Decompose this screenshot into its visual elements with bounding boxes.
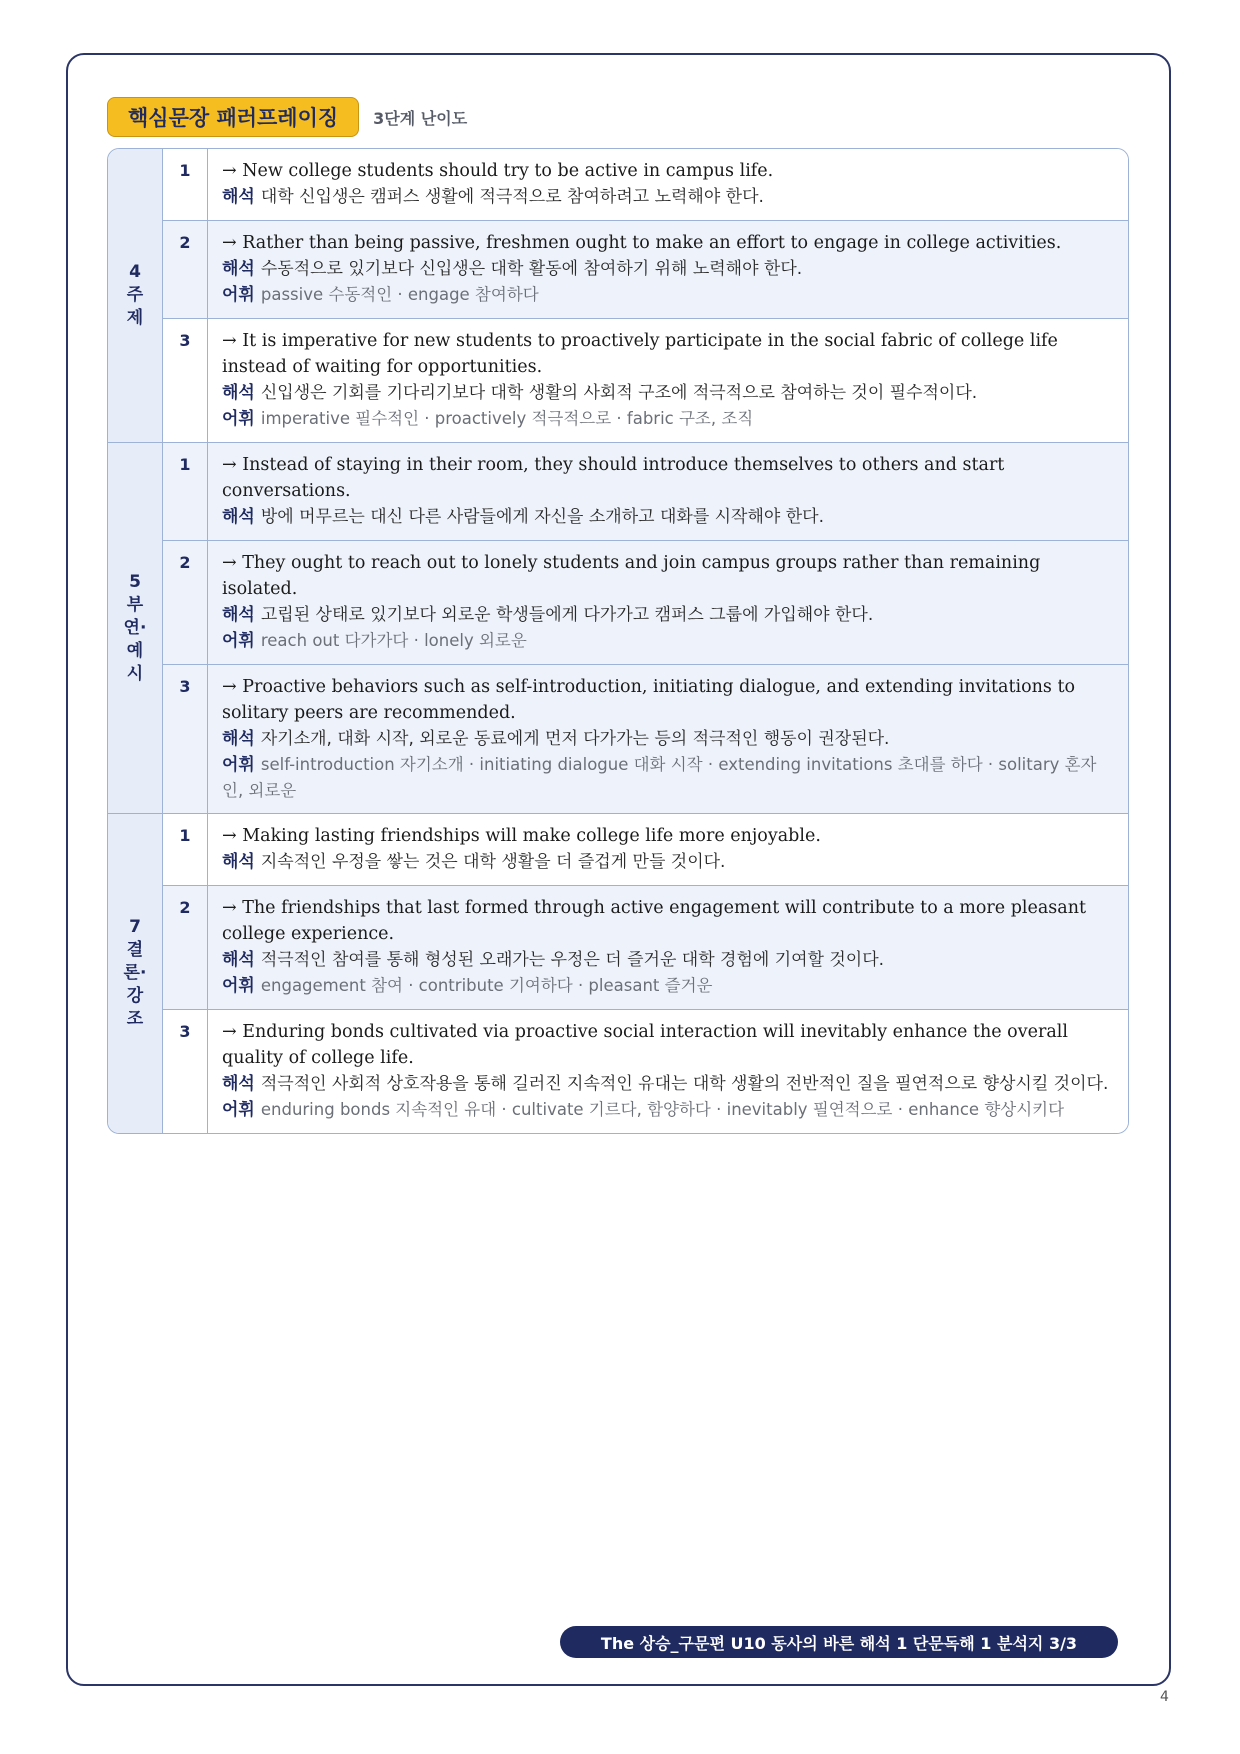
group-label-char: 시 — [126, 663, 144, 684]
vocabulary-line — [222, 1097, 1114, 1123]
group-label-char: 7 — [129, 917, 141, 937]
vocab-label: 어휘 — [222, 631, 255, 651]
group-label-char: 5 — [129, 571, 141, 592]
english-sentence: → Instead of staying in their room, they should introduce themselves to others and start conversations. — [222, 455, 1005, 501]
row-content — [208, 443, 1128, 540]
group-label-char: 주 — [126, 285, 144, 305]
vocab-label: 어휘 — [222, 976, 255, 996]
korean-translation — [222, 184, 1114, 210]
vocab-text: engagement 참여 · contribute 기여하다 · pleasant 즐거운 — [260, 976, 713, 995]
group-label-char: 결 — [126, 940, 144, 960]
translation-text: 방에 머무르는 대신 다른 사람들에게 자신을 소개하고 대화를 시작해야 한다. — [260, 507, 824, 527]
translation-text: 적극적인 사회적 상호작용을 통해 길러진 지속적인 유대는 대학 생활의 전반적인 질을 필연적으로 향상시킬 것이다. — [260, 1074, 1109, 1094]
english-sentence: → New college students should try to be active in campus life. — [222, 161, 774, 181]
difficulty-level: 3단계 난이도 — [373, 108, 468, 128]
table-row — [163, 665, 1128, 813]
row-content — [208, 319, 1128, 442]
translation-label: 해석 — [222, 729, 255, 749]
english-sentence: → The friendships that last formed through active engagement will contribute to a more pleasant college experience. — [222, 898, 1087, 944]
group-section — [108, 814, 1128, 1133]
translation-label: 해석 — [222, 852, 255, 872]
translation-text: 대학 신입생은 캠퍼스 생활에 적극적으로 참여하려고 노력해야 한다. — [260, 187, 764, 207]
translation-text: 적극적인 참여를 통해 형성된 오래가는 우정은 더 즐거운 대학 경험에 기여할 것이다. — [260, 950, 885, 970]
vocab-label: 어휘 — [222, 755, 255, 775]
table-row — [163, 149, 1128, 221]
group-label-char: 강 — [126, 986, 144, 1006]
vocab-text: reach out 다가가다 · lonely 외로운 — [260, 631, 527, 650]
table-row — [163, 443, 1128, 541]
vocab-text: imperative 필수적인 · proactively 적극적으로 · fabric 구조, 조직 — [260, 409, 754, 428]
row-number: 2 — [163, 541, 208, 664]
translation-label: 해석 — [222, 950, 255, 970]
english-sentence: → Rather than being passive, freshmen ought to make an effort to engage in college activities. — [222, 233, 1062, 253]
translation-text: 지속적인 우정을 쌓는 것은 대학 생활을 더 즐겁게 만들 것이다. — [260, 852, 726, 872]
page-number: 4 — [1160, 1689, 1169, 1705]
group-label-char: 부 — [126, 594, 144, 615]
translation-label: 해석 — [222, 1074, 255, 1094]
vocabulary-line — [222, 973, 1114, 999]
group-label — [108, 149, 163, 442]
group-label — [108, 443, 163, 813]
vocab-label: 어휘 — [222, 409, 255, 429]
vocab-text: passive 수동적인 · engage 참여하다 — [260, 285, 539, 304]
translation-label: 해석 — [222, 259, 255, 279]
table-row — [163, 886, 1128, 1010]
row-content — [208, 886, 1128, 1009]
vocabulary-line — [222, 406, 1114, 432]
group-label-char: 4 — [129, 262, 141, 282]
table-row — [163, 1010, 1128, 1133]
table-row — [163, 319, 1128, 442]
paraphrase-table — [107, 148, 1129, 1134]
vocab-label: 어휘 — [222, 285, 255, 305]
row-content — [208, 814, 1128, 885]
group-label-char: 예 — [126, 640, 144, 661]
korean-translation — [222, 1071, 1114, 1097]
translation-text: 수동적으로 있기보다 신입생은 대학 활동에 참여하기 위해 노력해야 한다. — [260, 259, 803, 279]
korean-translation — [222, 504, 1114, 530]
table-row — [163, 814, 1128, 886]
translation-label: 해석 — [222, 605, 255, 625]
translation-text: 고립된 상태로 있기보다 외로운 학생들에게 다가가고 캠퍼스 그룹에 가입해야 한다. — [260, 605, 874, 625]
table-row — [163, 541, 1128, 665]
row-content — [208, 541, 1128, 664]
vocabulary-line — [222, 628, 1114, 654]
row-number: 2 — [163, 886, 208, 1009]
translation-text: 신입생은 기회를 기다리기보다 대학 생활의 사회적 구조에 적극적으로 참여하는 것이 필수적이다. — [260, 383, 978, 403]
korean-translation — [222, 256, 1114, 282]
group-label-char: 연· — [123, 617, 147, 638]
vocab-label: 어휘 — [222, 1100, 255, 1120]
row-number: 1 — [163, 443, 208, 540]
translation-label: 해석 — [222, 383, 255, 403]
translation-label: 해석 — [222, 507, 255, 527]
row-content — [208, 1010, 1128, 1133]
english-sentence: → They ought to reach out to lonely students and join campus groups rather than remaining isolated. — [222, 553, 1041, 599]
row-number: 1 — [163, 149, 208, 220]
group-label-char: 론· — [123, 963, 147, 983]
row-number: 3 — [163, 319, 208, 442]
row-number: 3 — [163, 665, 208, 813]
row-content — [208, 149, 1128, 220]
group-label-char: 조 — [126, 1009, 144, 1029]
translation-label: 해석 — [222, 187, 255, 207]
table-row — [163, 221, 1128, 319]
group-label — [108, 814, 163, 1133]
row-content — [208, 665, 1128, 813]
row-number: 1 — [163, 814, 208, 885]
row-content — [208, 221, 1128, 318]
group-label-char: 제 — [126, 308, 144, 328]
vocab-text: enduring bonds 지속적인 유대 · cultivate 기르다, 함양하다 · inevitably 필연적으로 · enhance 향상시키다 — [260, 1100, 1065, 1119]
korean-translation — [222, 947, 1114, 973]
row-number: 3 — [163, 1010, 208, 1133]
english-sentence: → Enduring bonds cultivated via proactive social interaction will inevitably enhance the overall quality of college life. — [222, 1022, 1068, 1068]
section-badge: 핵심문장 패러프레이징 — [107, 97, 359, 137]
translation-text: 자기소개, 대화 시작, 외로운 동료에게 먼저 다가가는 등의 적극적인 행동이 권장된다. — [260, 729, 890, 749]
english-sentence: → Proactive behaviors such as self-introduction, initiating dialogue, and extending invitations to solitary peers are recommended. — [222, 677, 1076, 723]
vocabulary-line — [222, 752, 1114, 803]
english-sentence: → It is imperative for new students to proactively participate in the social fabric of college life instead of waiting for opportunities. — [222, 331, 1058, 377]
korean-translation — [222, 380, 1114, 406]
section-header — [107, 96, 467, 138]
footer-title: The 상승_구문편 U10 동사의 바른 해석 1 단문독해 1 분석지 3/3 — [560, 1626, 1118, 1658]
group-section — [108, 149, 1128, 443]
group-section — [108, 443, 1128, 814]
english-sentence: → Making lasting friendships will make college life more enjoyable. — [222, 826, 821, 846]
row-number: 2 — [163, 221, 208, 318]
korean-translation — [222, 849, 1114, 875]
vocab-text: self-introduction 자기소개 · initiating dialogue 대화 시작 · extending invitations 초대를 하다 · solitary 혼자인, 외로운 — [222, 755, 1097, 800]
korean-translation — [222, 726, 1114, 752]
vocabulary-line — [222, 282, 1114, 308]
korean-translation — [222, 602, 1114, 628]
